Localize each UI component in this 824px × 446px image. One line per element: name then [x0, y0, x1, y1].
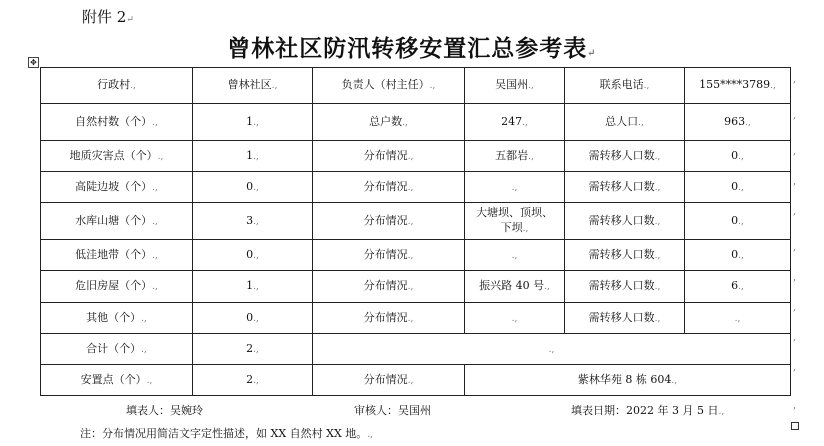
hazard-count[interactable]: 0.,: [193, 240, 313, 271]
hazard-label: 危旧房屋（个）.,: [41, 271, 193, 303]
row-end-mark: ,: [793, 272, 797, 283]
transfer-value[interactable]: .,: [685, 303, 791, 334]
distribution-value[interactable]: 五都岩.,: [465, 141, 565, 172]
table-row: [41, 104, 791, 141]
row-end-mark: ,: [793, 242, 797, 253]
transfer-label: 需转移人口数.,: [565, 203, 685, 240]
phone-label: 联系电话.,: [565, 68, 685, 104]
population-label: 总人口.,: [565, 104, 685, 141]
distribution-label: 分布情况.,: [313, 141, 465, 172]
row-end-mark: ,: [793, 362, 797, 373]
total-label: 合计（个）.,: [41, 334, 193, 365]
households-value[interactable]: 247.,: [465, 104, 565, 141]
distribution-value[interactable]: .,: [465, 240, 565, 271]
natural-village-label: 自然村数（个）.,: [41, 104, 193, 141]
transfer-value[interactable]: 0.,: [685, 240, 791, 271]
table-row: [41, 203, 791, 240]
shelter-count[interactable]: 2.,: [193, 365, 313, 396]
hazard-label: 低洼地带（个）.,: [41, 240, 193, 271]
fill-date: 填表日期：2022 年 3 月 5 日.,: [571, 404, 725, 417]
hazard-label: 地质灾害点（个）.,: [41, 141, 193, 172]
transfer-label: 需转移人口数.,: [565, 141, 685, 172]
hazard-label: 其他（个）.,: [41, 303, 193, 334]
summary-table: [40, 67, 791, 396]
hazard-count[interactable]: 0.,: [193, 303, 313, 334]
shelter-distribution-value[interactable]: 紫林华苑 8 栋 604.,: [465, 365, 791, 396]
row-end-mark: ,: [793, 400, 797, 411]
distribution-label: 分布情况.,: [313, 271, 465, 303]
row-end-mark: ,: [793, 332, 797, 343]
village-value[interactable]: 曾林社区.,: [193, 68, 313, 104]
table-row: [41, 334, 791, 365]
natural-village-value[interactable]: 1.,: [193, 104, 313, 141]
transfer-label: 需转移人口数.,: [565, 271, 685, 303]
transfer-label: 需转移人口数.,: [565, 172, 685, 203]
transfer-value[interactable]: 0.,: [685, 172, 791, 203]
table-row: [41, 141, 791, 172]
hazard-count[interactable]: 0.,: [193, 172, 313, 203]
table-row: [41, 240, 791, 271]
distribution-label: 分布情况.,: [313, 172, 465, 203]
page-corner-mark: [791, 422, 799, 430]
households-label: 总户数.,: [313, 104, 465, 141]
table-row: [41, 68, 791, 104]
row-end-mark: ,: [793, 146, 797, 157]
shelter-distribution-label: 分布情况.,: [313, 365, 465, 396]
row-end-mark: ,: [793, 74, 797, 85]
filler-signature: 填表人：吴婉玲: [126, 404, 203, 417]
distribution-value[interactable]: .,: [465, 172, 565, 203]
hazard-count[interactable]: 1.,: [193, 271, 313, 303]
phone-value[interactable]: 155****3789.,: [685, 68, 791, 104]
hazard-label: 水库山塘（个）.,: [41, 203, 193, 240]
reviewer-signature: 审核人：吴国州: [354, 404, 431, 417]
hazard-label: 高陡边坡（个）.,: [41, 172, 193, 203]
distribution-value[interactable]: 振兴路 40 号.,: [465, 271, 565, 303]
transfer-value[interactable]: 0.,: [685, 203, 791, 240]
total-value[interactable]: 2.,: [193, 334, 313, 365]
leader-value[interactable]: 吴国州.,: [465, 68, 565, 104]
total-note[interactable]: .,: [313, 334, 791, 365]
document-title: 曾林社区防汛转移安置汇总参考表↵: [227, 35, 597, 62]
row-end-mark: ,: [793, 302, 797, 313]
table-row: [41, 271, 791, 303]
distribution-label: 分布情况.,: [313, 240, 465, 271]
row-end-mark: ,: [793, 206, 797, 217]
row-end-mark: ,: [793, 110, 797, 121]
table-move-handle-icon[interactable]: ✥: [28, 57, 39, 68]
transfer-value[interactable]: 6.,: [685, 271, 791, 303]
population-value[interactable]: 963.,: [685, 104, 791, 141]
transfer-label: 需转移人口数.,: [565, 303, 685, 334]
distribution-label: 分布情况.,: [313, 303, 465, 334]
distribution-label: 分布情况.,: [313, 203, 465, 240]
transfer-label: 需转移人口数.,: [565, 240, 685, 271]
row-end-mark: ,: [793, 176, 797, 187]
shelter-label: 安置点（个）.,: [41, 365, 193, 396]
table-row: [41, 365, 791, 396]
table-row: [41, 172, 791, 203]
hazard-count[interactable]: 1.,: [193, 141, 313, 172]
village-label: 行政村.,: [41, 68, 193, 104]
transfer-value[interactable]: 0.,: [685, 141, 791, 172]
leader-label: 负责人（村主任）.,: [313, 68, 465, 104]
footnote: 注：分布情况用简洁文字定性描述，如 XX 自然村 XX 地。.,: [80, 427, 374, 440]
distribution-value[interactable]: 大塘坝、顶坝、下坝.,: [465, 203, 565, 240]
distribution-value[interactable]: .,: [465, 303, 565, 334]
table-row: [41, 303, 791, 334]
attachment-label: 附件 2↵: [82, 8, 134, 26]
hazard-count[interactable]: 3.,: [193, 203, 313, 240]
